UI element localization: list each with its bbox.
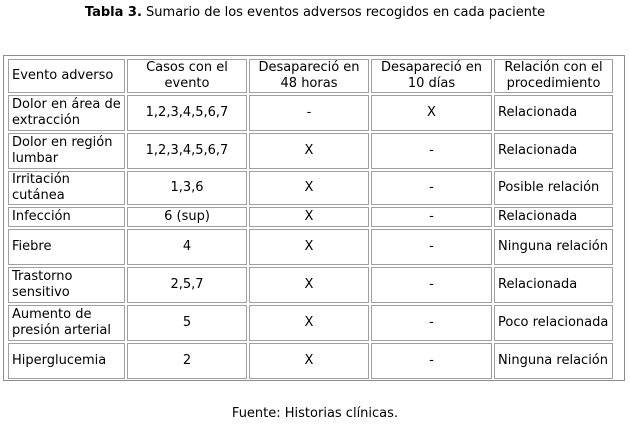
table-header-row (8, 59, 613, 93)
cell-relacion: Posible relación (494, 171, 613, 205)
table-row (8, 207, 613, 227)
cell-evento: Infección (8, 207, 125, 227)
cell-relacion: Poco relacionada (494, 305, 613, 341)
header-evento-adverso: Evento adverso (8, 59, 125, 93)
cell-48-horas: X (249, 267, 369, 303)
header-relacion: Relación con el procedimiento (494, 59, 613, 93)
cell-evento: Trastorno sensitivo (8, 267, 125, 303)
cell-casos: 1,2,3,4,5,6,7 (127, 133, 247, 169)
cell-48-horas: X (249, 207, 369, 227)
cell-48-horas: X (249, 229, 369, 265)
cell-10-dias: - (371, 305, 492, 341)
table-row (8, 267, 613, 303)
table-caption (0, 5, 630, 21)
cell-48-horas: X (249, 133, 369, 169)
cell-casos: 5 (127, 305, 247, 341)
table-row (8, 171, 613, 205)
cell-48-horas: - (249, 95, 369, 131)
table-caption-text: Sumario de los eventos adversos recogidos en cada paciente (141, 5, 546, 20)
table-row (8, 305, 613, 341)
cell-casos: 4 (127, 229, 247, 265)
cell-relacion: Ninguna relación (494, 343, 613, 379)
cell-10-dias: X (371, 95, 492, 131)
cell-evento: Dolor en área de extracción (8, 95, 125, 131)
table-row (8, 95, 613, 131)
table-row (8, 343, 613, 379)
cell-10-dias: - (371, 229, 492, 265)
header-10-dias: Desapareció en 10 días (371, 59, 492, 93)
cell-10-dias: - (371, 343, 492, 379)
cell-casos: 2,5,7 (127, 267, 247, 303)
cell-48-horas: X (249, 171, 369, 205)
header-casos: Casos con el evento (127, 59, 247, 93)
cell-relacion: Relacionada (494, 267, 613, 303)
cell-10-dias: - (371, 171, 492, 205)
table-row (8, 133, 613, 169)
cell-evento: Aumento de presión arterial (8, 305, 125, 341)
cell-48-horas: X (249, 343, 369, 379)
cell-10-dias: - (371, 267, 492, 303)
table-source-note: Fuente: Historias clínicas. (231, 406, 399, 421)
cell-evento: Dolor en región lumbar (8, 133, 125, 169)
cell-casos: 2 (127, 343, 247, 379)
cell-relacion: Relacionada (494, 133, 613, 169)
adverse-events-table (6, 57, 615, 381)
cell-relacion: Ninguna relación (494, 229, 613, 265)
cell-casos: 1,3,6 (127, 171, 247, 205)
cell-relacion: Relacionada (494, 207, 613, 227)
table-row (8, 229, 613, 265)
cell-casos: 6 (sup) (127, 207, 247, 227)
cell-48-horas: X (249, 305, 369, 341)
header-48-horas: Desapareció en 48 horas (249, 59, 369, 93)
cell-casos: 1,2,3,4,5,6,7 (127, 95, 247, 131)
cell-10-dias: - (371, 207, 492, 227)
cell-evento: Irritación cutánea (8, 171, 125, 205)
table-caption-label: Tabla 3. (84, 5, 142, 20)
cell-evento: Fiebre (8, 229, 125, 265)
cell-relacion: Relacionada (494, 95, 613, 131)
cell-10-dias: - (371, 133, 492, 169)
cell-evento: Hiperglucemia (8, 343, 125, 379)
